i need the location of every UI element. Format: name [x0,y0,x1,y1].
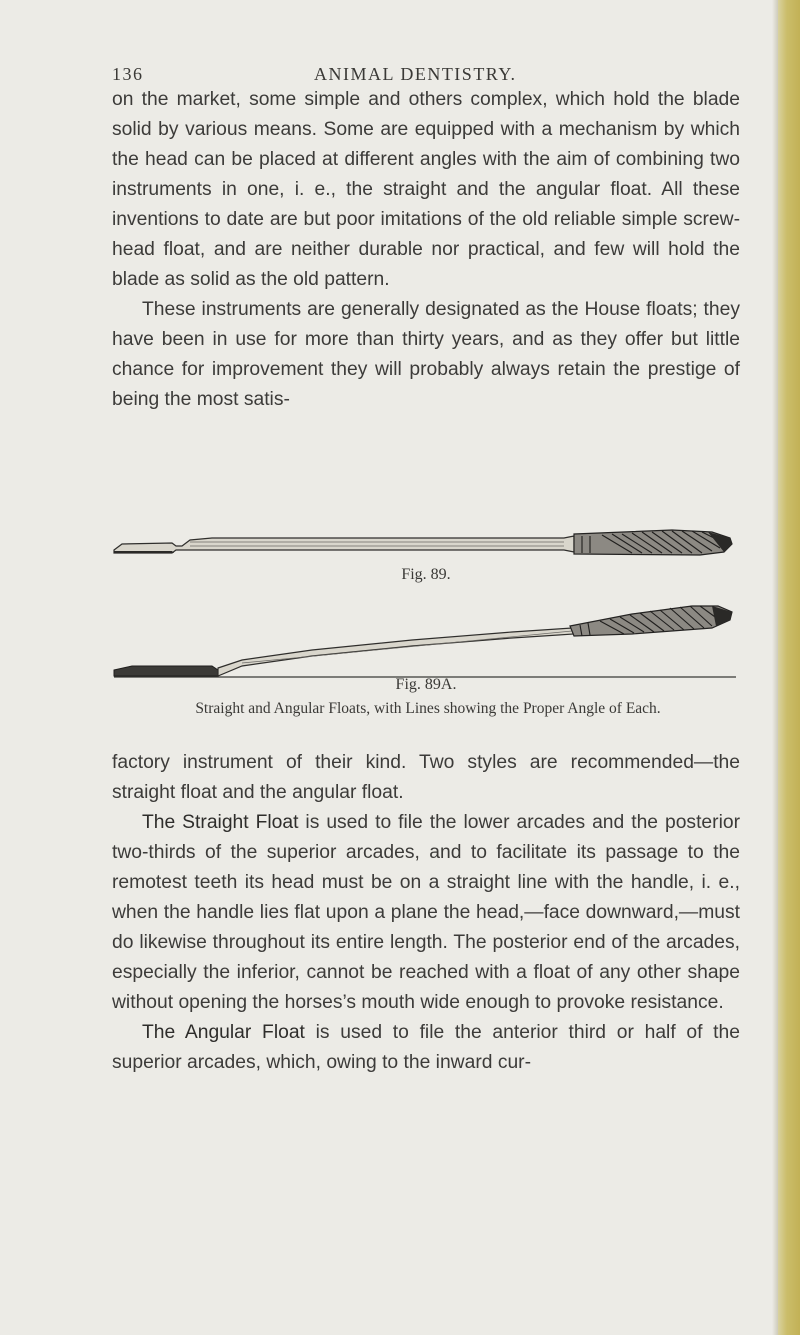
straight-float-body: is used to file the lower arcades and the posterior two-thirds of the superior arcades, and to facilitate its passage to the remotest teeth its head must be on a straight line with the handle, i. e., when the handle lies flat upon a plane the head,—face downward,—must do likewise throughout its entire length. The posterior end of the arcades, especially the inferior, cannot be reached with a float of any other shape without opening the horses’s mouth wide enough to provoke resistance. [112,812,740,1013]
paragraph-angular-float [112,1018,740,1078]
angular-float-heading: The Angular Float [142,1022,305,1043]
body-text-bottom [112,748,740,1078]
paragraph-continued: on the market, some simple and others complex, which hold the blade solid by various means. Some are equipped with a mechanism by which the head can be placed at different angles with the aim of combining two instruments in one, i. e., the straight and the angular float. All these inventions to date are but poor imitations of the old reliable simple screw-head float, and are neither durable nor practical, and few will hold the blade as solid as the old pattern. [112,89,740,290]
figure-89a-number: 89A. [424,676,457,693]
paragraph-house-floats: These instruments are generally designated as the House floats; they have been in use for more than thirty years, and as they offer but little chance for improvement they will probably always retain the prestige of being the most satis- [112,299,740,410]
body-text-top [112,85,740,415]
figure-89a-prefix: Fig. [395,676,421,693]
figure-89a-label [112,676,740,694]
figure-89-number: 89. [430,566,451,583]
figure-caption: Straight and Angular Floats, with Lines showing the Proper Angle of Each. [195,700,661,717]
straight-float-illustration [112,516,740,556]
page-edge [778,0,800,1335]
angular-float-body: is used to file the anterior third or half of the superior arcades, which, owing to the inward cur- [112,1022,740,1073]
page-number: 136 [112,64,144,84]
running-title: ANIMAL DENTISTRY. [314,64,517,84]
straight-float-heading: The Straight Float [142,812,299,833]
figure-89-prefix: Fig. [401,566,427,583]
angular-float-illustration [112,598,740,680]
paragraph-straight-float [112,808,740,1018]
figure-89-label [112,566,740,584]
paragraph-recommended: factory instrument of their kind. Two styles are recommended—the straight float and the angular float. [112,752,740,803]
